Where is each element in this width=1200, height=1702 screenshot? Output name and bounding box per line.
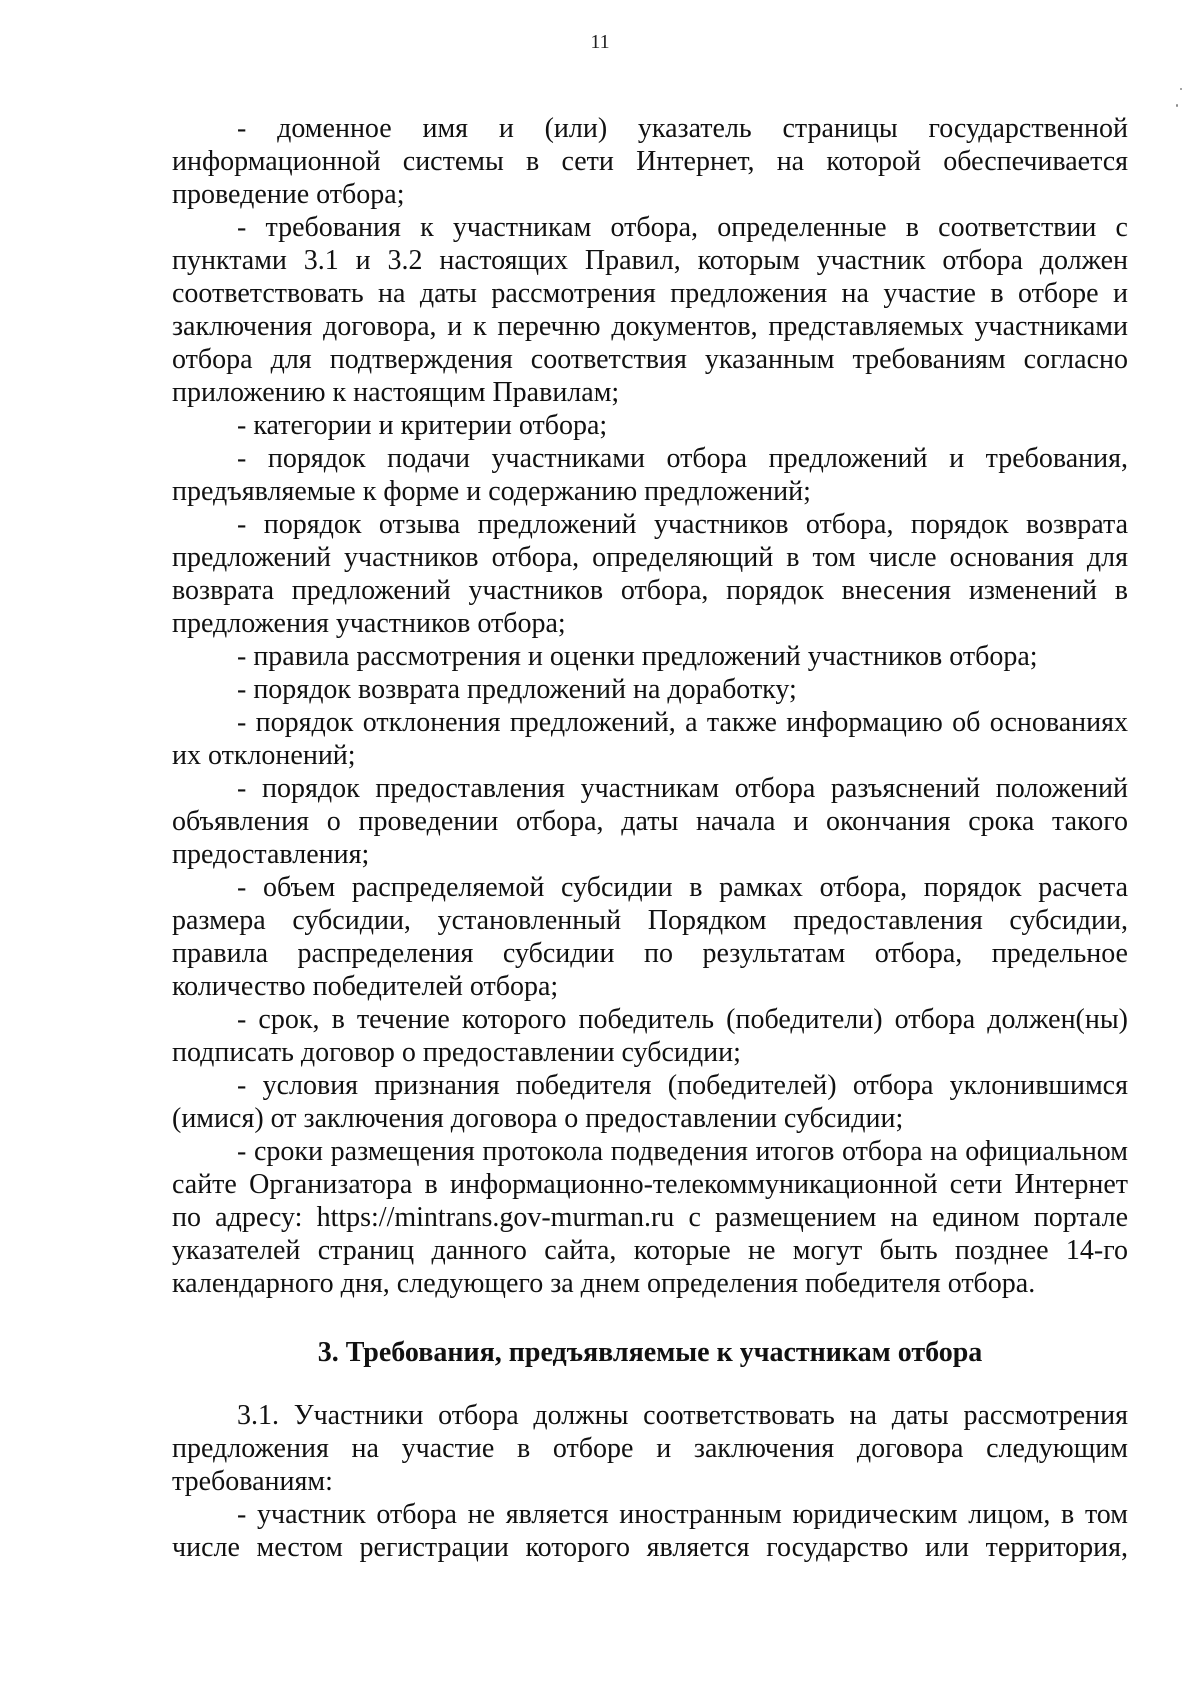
paragraph: 3.1. Участники отбора должны соответствовать на даты рассмотрения предложения на участие в отборе и заключения договора следующим требованиям: [172, 1400, 1128, 1497]
list-item: - порядок отклонения предложений, а также информацию об основаниях их отклонений; [172, 707, 1128, 771]
list-item: - порядок подачи участниками отбора предложений и требования, предъявляемые к форме и содержанию предложений; [172, 443, 1128, 507]
scan-speck [1180, 88, 1182, 90]
list-item: - срок, в течение которого победитель (победители) отбора должен(ны) подписать договор о предоставлении субсидии; [172, 1004, 1128, 1068]
list-item: - сроки размещения протокола подведения итогов отбора на официальном сайте Организатора в информационно-телекоммуникационной сети Интернет по адресу: https://mintrans.gov-murman.ru с размещением на едином портале указателей страниц данного сайта, которые не могут быть позднее 14-го календарного дня, следующего за днем определения победителя отбора. [172, 1136, 1128, 1299]
list-item: - порядок предоставления участникам отбора разъяснений положений объявления о проведении отбора, даты начала и окончания срока такого предоставления; [172, 773, 1128, 870]
list-item: - участник отбора не является иностранным юридическим лицом, в том числе местом регистрации которого является государство или территория, [172, 1499, 1128, 1563]
scan-speck [1176, 104, 1178, 107]
list-item: - доменное имя и (или) указатель страницы государственной информационной системы в сети Интернет, на которой обеспечивается проведение отбора; [172, 113, 1128, 210]
document-body [172, 112, 1128, 1564]
list-item: - категории и критерии отбора; [237, 410, 608, 441]
list-item: - порядок отзыва предложений участников отбора, порядок возврата предложений участников отбора, определяющий в том числе основания для возврата предложений участников отбора, порядок внесения изменений в предложения участников отбора; [172, 509, 1128, 639]
list-item: - объем распределяемой субсидии в рамках отбора, порядок расчета размера субсидии, установленный Порядком предоставления субсидии, правила распределения субсидии по результатам отбора, предельное количество победителей отбора; [172, 872, 1128, 1002]
page-number: 11 [590, 31, 610, 53]
list-item: - условия признания победителя (победителей) отбора уклонившимся (имися) от заключения договора о предоставлении субсидии; [172, 1070, 1128, 1134]
section-heading: 3. Требования, предъявляемые к участникам отбора [317, 1337, 983, 1368]
list-item: - правила рассмотрения и оценки предложений участников отбора; [237, 641, 1038, 672]
list-item: - порядок возврата предложений на доработку; [237, 674, 797, 705]
list-item: - требования к участникам отбора, определенные в соответствии с пунктами 3.1 и 3.2 настоящих Правил, которым участник отбора должен соответствовать на даты рассмотрения предложения на участие в отборе и заключения договора, и к перечню документов, представляемых участниками отбора для подтверждения соответствия указанным требованиям согласно приложению к настоящим Правилам; [172, 212, 1128, 408]
